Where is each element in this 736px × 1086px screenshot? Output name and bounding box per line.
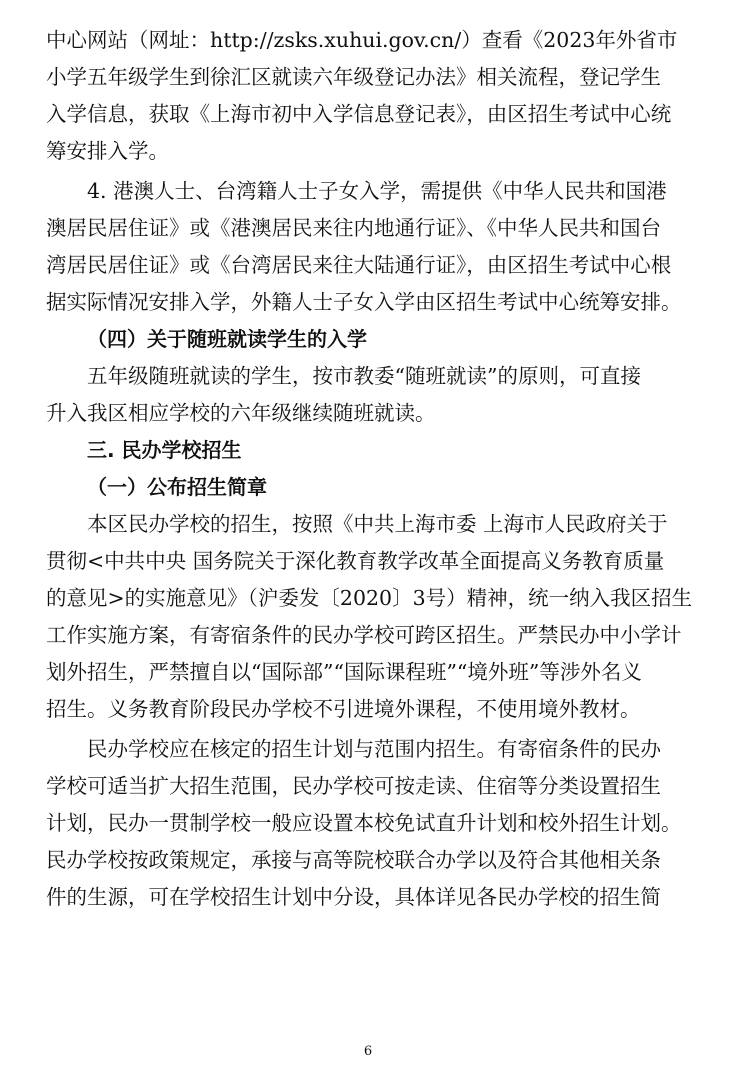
paragraph-sui-ban — [46, 358, 696, 432]
text-line: 五年级随班就读的学生，按市教委“随班就读”的原则，可直接 — [87, 364, 641, 388]
text-line: 招生。义务教育阶段民办学校不引进境外课程，不使用境外教材。 — [46, 697, 641, 721]
text-line: 入学信息，获取《上海市初中入学信息登记表》，由区招生考试中心统 — [46, 102, 672, 126]
text-line: 划外招生，严禁擅自以“国际部”“国际课程班”“境外班”等涉外名义 — [46, 660, 642, 684]
text-line: 小学五年级学生到徐汇区就读六年级登记办法》相关流程，登记学生 — [46, 65, 661, 89]
text-line: 学校可适当扩大招生范围，民办学校可按走读、住宿等分类设置招生 — [46, 774, 661, 798]
text-line: 4. 港澳人士、台湾籍人士子女入学，需提供《中华人民共和国港 — [87, 179, 667, 203]
text-line: 据实际情况安排入学，外籍人士子女入学由区招生考试中心统筹安排。 — [46, 290, 682, 314]
section-heading: （一）公布招生简章 — [87, 475, 267, 499]
page-number: 6 — [363, 1044, 373, 1059]
text-line: 中心网站（网址：http://zsks.xuhui.gov.cn/）查看《2023年外省市 — [46, 28, 678, 52]
text-line: 工作实施方案，有寄宿条件的民办学校可跨区招生。严禁民办中小学计 — [46, 623, 682, 647]
text-line: 贯彻<中共中央 国务院关于深化教育教学改革全面提高义务教育质量 — [46, 549, 665, 573]
text-line: 筹安排入学。 — [46, 139, 169, 163]
text-line: 升入我区相应学校的六年级继续随班就读。 — [46, 401, 436, 425]
heading-subsection-4 — [46, 321, 696, 358]
paragraph-item-4 — [46, 173, 696, 321]
text-line: 计划，民办一贯制学校一般应设置本校免试直升计划和校外招生计划。 — [46, 811, 682, 835]
paragraph-continuation — [46, 22, 696, 170]
text-line: 件的生源，可在学校招生计划中分设，具体详见各民办学校的招生简 — [46, 885, 661, 909]
paragraph-minban-2 — [46, 731, 696, 916]
section-heading: 三. 民办学校招生 — [87, 438, 242, 462]
heading-section-3 — [46, 432, 696, 469]
heading-subsection-3-1 — [46, 469, 696, 506]
text-line: 民办学校按政策规定，承接与高等院校联合办学以及符合其他相关条 — [46, 848, 661, 872]
text-line: 澳居民居住证》或《港澳居民来往内地通行证》、《中华人民共和国台 — [46, 216, 661, 240]
text-line: 本区民办学校的招生，按照《中共上海市委 上海市人民政府关于 — [87, 512, 668, 536]
document-page — [46, 22, 696, 916]
section-heading: （四）关于随班就读学生的入学 — [87, 327, 367, 351]
text-line: 民办学校应在核定的招生计划与范围内招生。有寄宿条件的民办 — [87, 737, 661, 761]
paragraph-minban-1 — [46, 506, 696, 728]
text-line: 湾居民居住证》或《台湾居民来往大陆通行证》，由区招生考试中心根 — [46, 253, 672, 277]
text-line: 的意见>的实施意见》（沪委发〔2020〕3号）精神，统一纳入我区招生 — [46, 586, 693, 610]
